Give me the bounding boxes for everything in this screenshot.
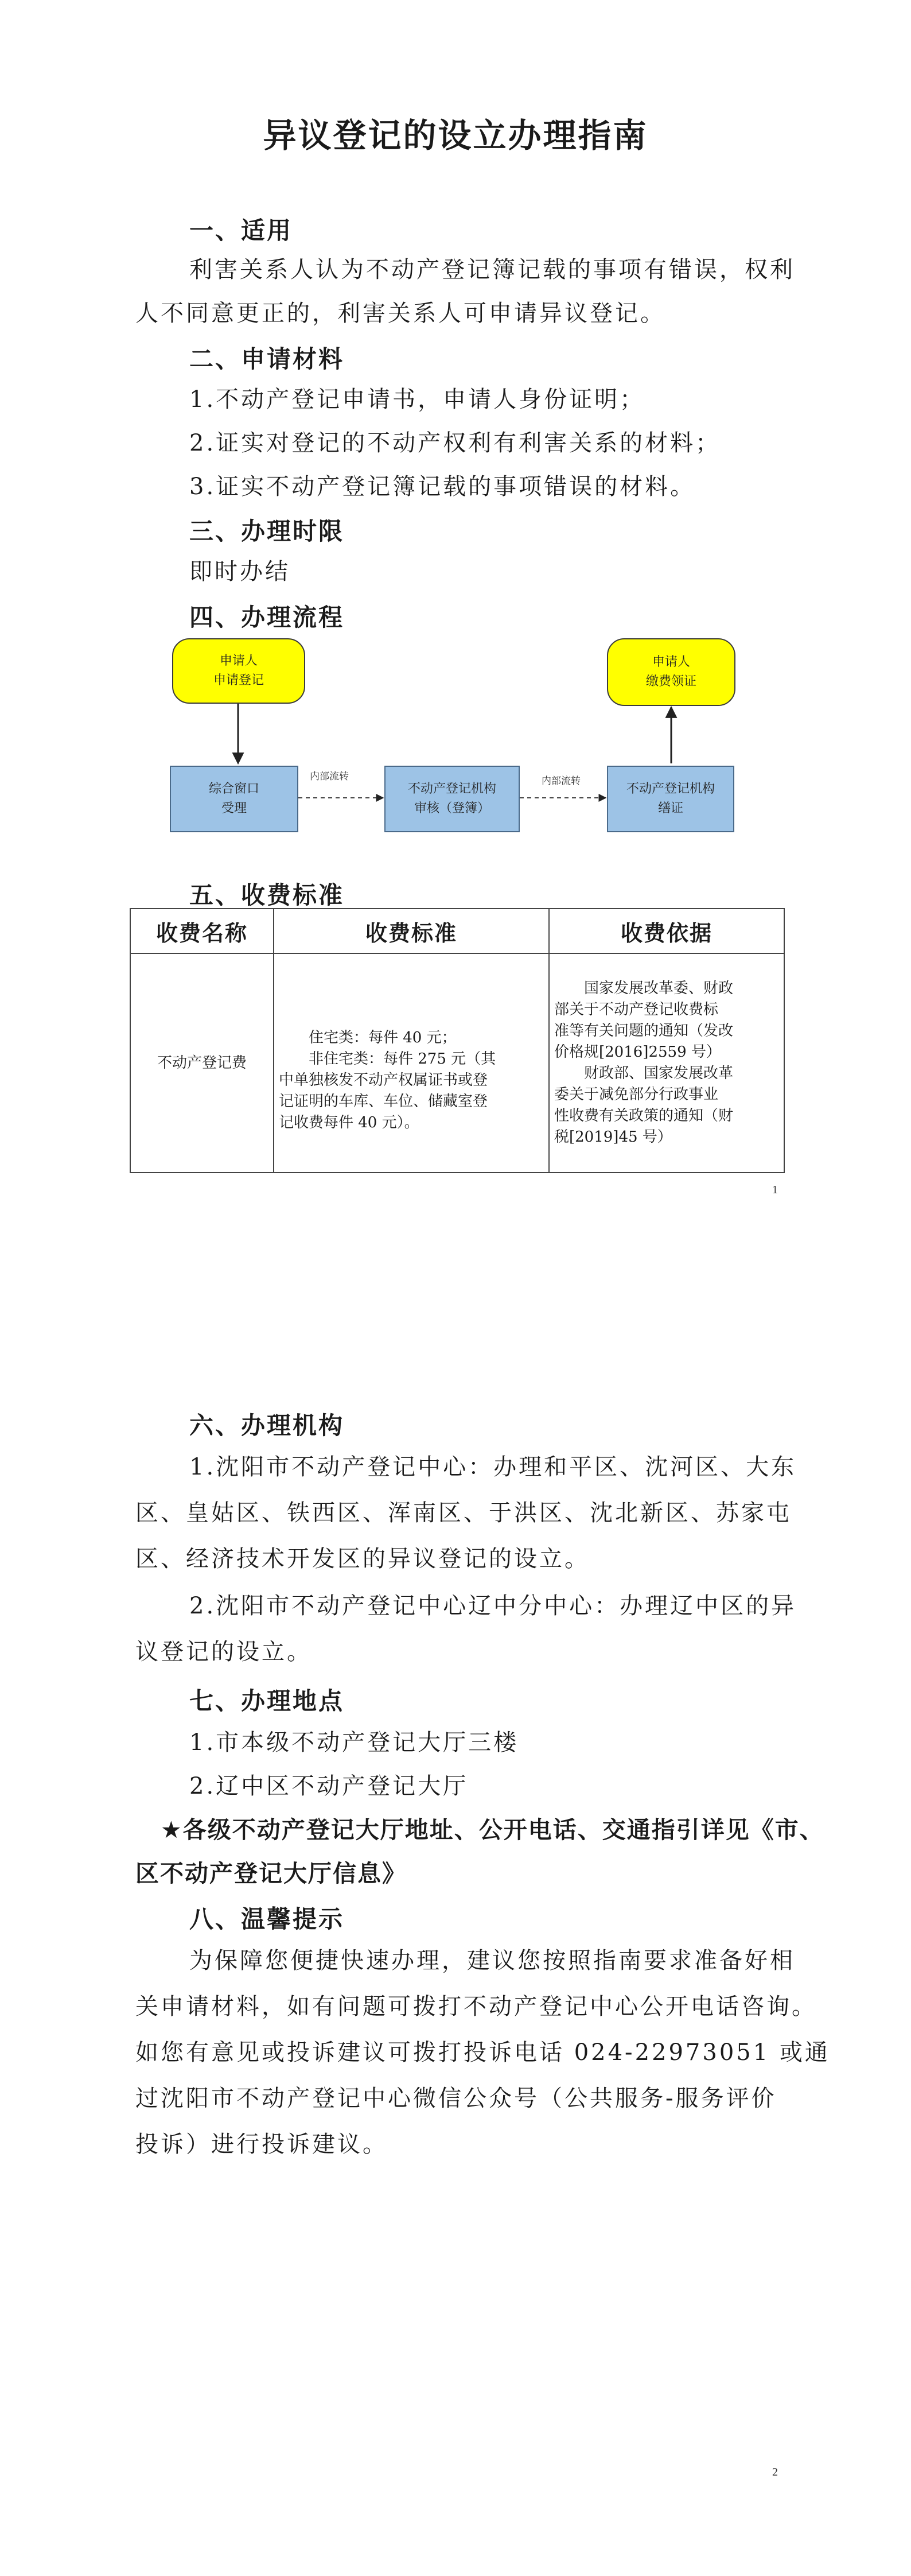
- section-4-heading: 四、办理流程: [189, 603, 345, 631]
- fee-basis-line: 财政部、国家发展改革: [584, 1065, 734, 1082]
- fee-name: 不动产登记费: [157, 1054, 247, 1072]
- fee-basis-line: 性收费有关政策的通知（财: [554, 1107, 734, 1124]
- section-8-heading: 八、温馨提示: [189, 1905, 345, 1933]
- fee-basis-line: 部关于不动产登记收费标: [554, 1001, 719, 1018]
- flow-applicant-pay: [607, 638, 735, 706]
- fee-basis-line: 准等有关问题的通知（发改: [554, 1022, 734, 1039]
- hall-info-notice-line-2: 区不动产登记大厅信息》: [135, 1860, 407, 1887]
- fee-header-standard: 收费标准: [274, 909, 549, 953]
- fee-standard-line: 记证明的车库、车位、储藏室登: [279, 1092, 488, 1110]
- fee-table-header-row: [130, 909, 784, 953]
- hall-info-notice-line-1: ★各级不动产登记大厅地址、公开电话、交通指引详见《市、: [161, 1816, 824, 1844]
- flow-label-transfer-2: 内部流转: [542, 775, 581, 787]
- flow-label-transfer-1: 内部流转: [310, 771, 349, 782]
- fee-standard-line: 非住宅类：每件 275 元（其: [309, 1050, 496, 1068]
- flow-window-accept: [170, 766, 298, 832]
- flow-applicant-submit-line-1: 申请人: [219, 654, 258, 668]
- flow-review-register: [384, 766, 520, 832]
- materials-item-3: 3.证实不动产登记簿记载的事项错误的材料。: [189, 474, 696, 500]
- fee-basis-cell: [549, 953, 784, 1173]
- fee-name-cell: [130, 953, 274, 1173]
- agency-line-4: 2.沈阳市不动产登记中心辽中分中心：办理辽中区的异: [189, 1593, 797, 1619]
- tips-line-3: 如您有意见或投诉建议可拨打投诉电话 024-22973051 或通: [135, 2039, 830, 2066]
- fee-standard-line: 住宅类：每件 40 元；: [309, 1029, 457, 1046]
- fee-basis-line: 价格规[2016]2559 号）: [554, 1043, 721, 1061]
- flow-window-line-2: 受理: [221, 801, 247, 816]
- fee-standard-cell: [274, 953, 549, 1173]
- page-number-2: 2: [772, 2466, 778, 2478]
- agency-line-3: 区、经济技术开发区的异议登记的设立。: [135, 1546, 590, 1572]
- section-6-heading: 六、办理机构: [189, 1411, 345, 1440]
- materials-item-1: 1.不动产登记申请书，申请人身份证明；: [189, 386, 645, 413]
- fee-standard-line: 中单独核发不动产权属证书或登: [279, 1071, 488, 1089]
- tips-line-1: 为保障您便捷快速办理，建议您按照指南要求准备好相: [189, 1947, 795, 1974]
- section-1-line-1: 利害关系人认为不动产登记簿记载的事项有错误，权利: [189, 257, 795, 283]
- fee-table: [130, 908, 785, 1173]
- flow-certify: [607, 766, 734, 832]
- tips-line-5: 投诉）进行投诉建议。: [135, 2131, 388, 2158]
- flow-certify-line-2: 缮证: [657, 801, 683, 816]
- fee-standard-line: 记收费每件 40 元）。: [279, 1114, 419, 1131]
- location-item-2: 2.辽中区不动产登记大厅: [189, 1773, 469, 1799]
- flowchart-connectors: [0, 0, 911, 861]
- section-1-heading: 一、适用: [189, 216, 293, 245]
- flow-certify-line-1: 不动产登记机构: [626, 782, 715, 796]
- time-limit-text: 即时办结: [189, 558, 290, 585]
- flow-review-line-2: 审核（登簿）: [414, 801, 490, 816]
- flow-applicant-submit: [172, 638, 305, 704]
- flow-applicant-submit-line-2: 申请登记: [213, 673, 264, 688]
- section-3-heading: 三、办理时限: [189, 517, 345, 545]
- fee-basis-line: 税[2019]45 号）: [554, 1128, 672, 1146]
- flow-window-line-1: 综合窗口: [208, 782, 259, 796]
- fee-header-name: 收费名称: [130, 909, 274, 953]
- section-2-heading: 二、申请材料: [189, 345, 345, 373]
- tips-line-2: 关申请材料，如有问题可拨打不动产登记中心公开电话咨询。: [135, 1993, 817, 2020]
- section-5-heading: 五、收费标准: [189, 881, 345, 909]
- section-1-line-2: 人不同意更正的，利害关系人可申请异议登记。: [135, 300, 665, 327]
- fee-basis-line: 国家发展改革委、财政: [584, 980, 734, 997]
- flow-applicant-pay-line-1: 申请人: [652, 655, 690, 669]
- fee-basis-line: 委关于减免部分行政事业: [554, 1086, 719, 1103]
- page-title: 异议登记的设立办理指南: [263, 116, 648, 155]
- section-7-heading: 七、办理地点: [189, 1687, 345, 1715]
- table-row: [130, 953, 784, 1173]
- materials-item-2: 2.证实对登记的不动产权利有利害关系的材料；: [189, 430, 721, 456]
- agency-line-2: 区、皇姑区、铁西区、浑南区、于洪区、沈北新区、苏家屯: [135, 1500, 792, 1526]
- location-item-1: 1.市本级不动产登记大厅三楼: [189, 1729, 519, 1756]
- fee-header-basis: 收费依据: [549, 909, 784, 953]
- agency-line-5: 议登记的设立。: [135, 1639, 312, 1665]
- flow-review-line-1: 不动产登记机构: [407, 782, 496, 796]
- page-number-1: 1: [772, 1184, 778, 1196]
- agency-line-1: 1.沈阳市不动产登记中心：办理和平区、沈河区、大东: [189, 1454, 797, 1480]
- flow-applicant-pay-line-2: 缴费领证: [645, 674, 696, 689]
- tips-line-4: 过沈阳市不动产登记中心微信公众号（公共服务-服务评价: [135, 2085, 777, 2112]
